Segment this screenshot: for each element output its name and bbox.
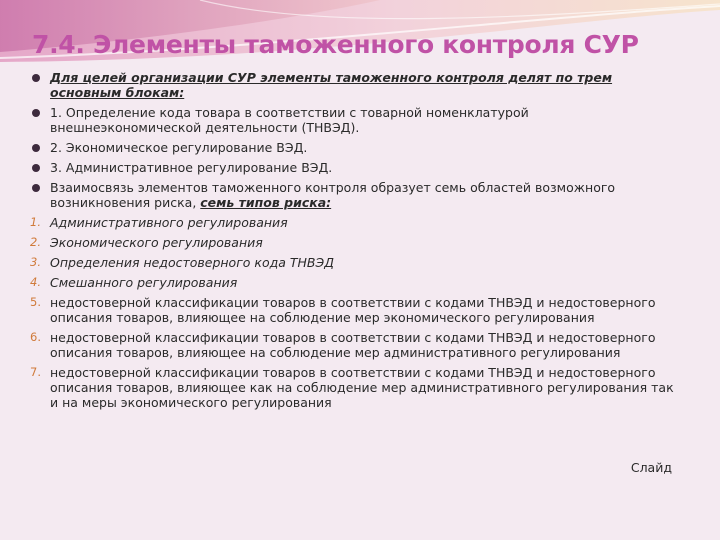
- risk-number: 1.: [30, 215, 41, 229]
- risk-number: 7.: [30, 365, 41, 379]
- bullet-dot-icon: [32, 109, 40, 117]
- risk-number: 6.: [30, 330, 41, 344]
- risk-text: Определения недостоверного кода ТНВЭД: [50, 255, 334, 270]
- slide-footer-label: Слайд: [630, 460, 672, 475]
- risk-text: недостоверной классификации товаров в соответствии с кодами ТНВЭД и недостоверного описания товаров, влияющее на соблюдение мер экономического регулирования: [50, 295, 656, 325]
- risk-text: Экономического регулирования: [50, 235, 263, 250]
- risk-number: 2.: [30, 235, 41, 249]
- relation-item: [28, 180, 678, 210]
- bullet-item: [28, 140, 678, 155]
- risk-text: Смешанного регулирования: [50, 275, 238, 290]
- bullet-text: 1. Определение кода товара в соответствии с товарной номенклатурой внешнеэкономической деятельности (ТНВЭД).: [50, 105, 529, 135]
- bullet-dot-icon: [32, 164, 40, 172]
- lead-item: [28, 70, 678, 100]
- bullet-dot-icon: [32, 144, 40, 152]
- bullet-text: 3. Административное регулирование ВЭД.: [50, 160, 333, 175]
- relation-text: Взаимосвязь элементов таможенного контроля образует семь областей возможного возникновения риска,: [50, 180, 616, 210]
- risk-text: Административного регулирования: [50, 215, 288, 230]
- risk-item: [28, 255, 678, 270]
- risk-text: недостоверной классификации товаров в соответствии с кодами ТНВЭД и недостоверного описания товаров, влияющее как на соблюдение мер административного регулирования так и на меры экономического регулирования: [50, 365, 674, 410]
- bullet-item: [28, 105, 678, 135]
- risk-number: 4.: [30, 275, 41, 289]
- risk-item: [28, 365, 678, 410]
- risk-item: [28, 215, 678, 230]
- relation-emphasis: семь типов риска:: [200, 195, 332, 210]
- risk-item: [28, 235, 678, 250]
- slide-content: [28, 70, 678, 415]
- risk-item: [28, 330, 678, 360]
- bullet-item: [28, 160, 678, 175]
- risk-text: недостоверной классификации товаров в соответствии с кодами ТНВЭД и недостоверного описания товаров, влияющее на соблюдение мер административного регулирования: [50, 330, 656, 360]
- risk-item: [28, 295, 678, 325]
- lead-text: Для целей организации СУР элементы таможенного контроля делят по трем основным блокам:: [50, 70, 613, 100]
- bullet-dot-icon: [32, 184, 40, 192]
- slide-title: 7.4. Элементы таможенного контроля СУР: [32, 30, 639, 59]
- risk-number: 5.: [30, 295, 41, 309]
- bullet-text: 2. Экономическое регулирование ВЭД.: [50, 140, 308, 155]
- risk-number: 3.: [30, 255, 41, 269]
- bullet-dot-icon: [32, 74, 40, 82]
- risk-item: [28, 275, 678, 290]
